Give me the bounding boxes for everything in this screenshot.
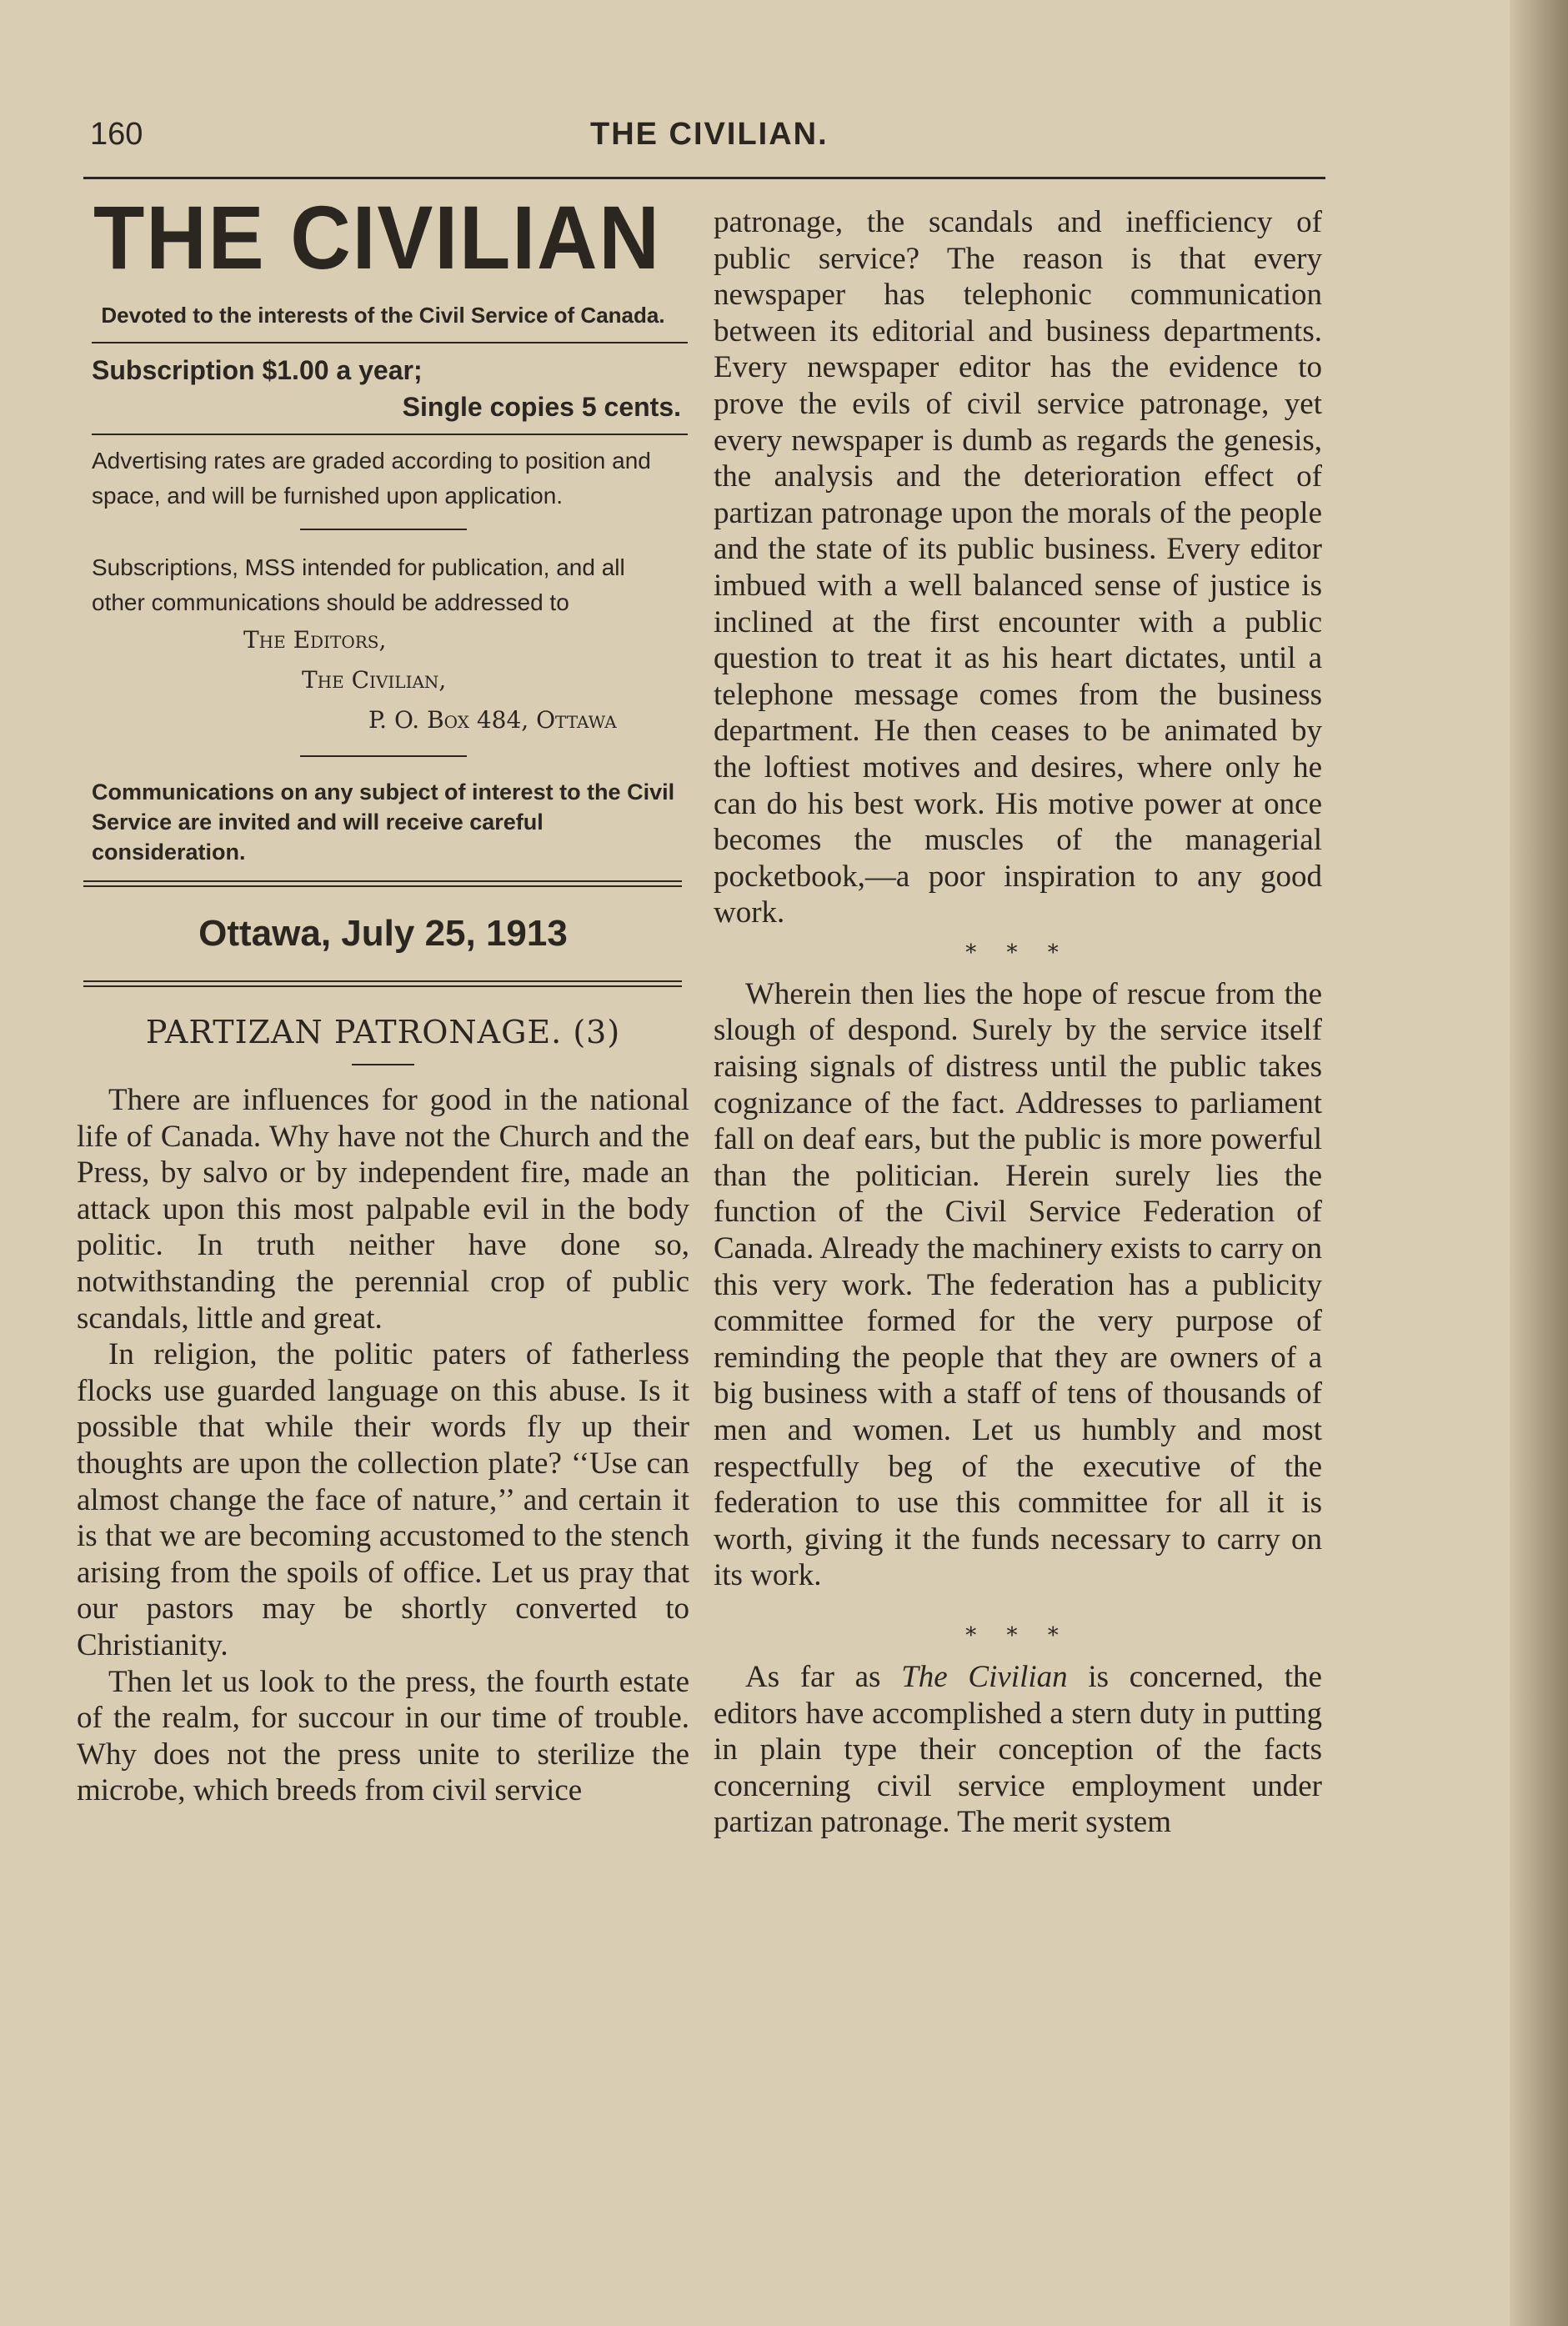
article-paragraph: There are influences for good in the national life of Canada. Why have not the Church and the Press, by salvo or by independent fire, made an attack upon this most palpable evil in the body politic. In truth neither have done so, notwithstanding the perennial crop of public scandals, little and great. — [77, 1083, 689, 1336]
left-column — [77, 187, 689, 1809]
masthead-devoted-line: Devoted to the interests of the Civil Service of Canada. — [101, 303, 665, 328]
running-title: THE CIVILIAN. — [590, 117, 829, 152]
article-title: PARTIZAN PATRONAGE. (3) — [145, 1014, 621, 1050]
divider — [92, 342, 688, 343]
communications-note: Communications on any subject of interest to the Civil Service are invited and will receive careful consideration. — [92, 780, 675, 865]
double-divider — [83, 980, 682, 987]
running-head — [90, 117, 1315, 167]
article-paragraph: Then let us look to the press, the fourth estate of the realm, for succour in our time of trouble. Why does not the press unite to sterilize the microbe, which breeds from civil service — [77, 1664, 689, 1808]
short-divider — [300, 755, 467, 757]
paragraph-rest: is concerned, the editors have accomplished a stern duty in putting in plain type their conception of the facts concerning civil service employment under partizan patronage. The merit system — [714, 1659, 1322, 1840]
header-rule — [83, 177, 1325, 179]
subscription-box — [77, 352, 689, 425]
single-copy-price: Single copies 5 cents. — [402, 392, 681, 422]
address-line-editors: The Editors, — [243, 626, 387, 654]
address-line-box: P. O. Box 484, Ottawa — [368, 706, 617, 734]
right-column — [714, 204, 1322, 1841]
article-paragraph: In religion, the politic paters of fatherless flocks use guarded language on this abuse. Is it possible that while their words fly up their thoughts are upon the collection plate? ‘‘Use can almost change the face of nature,’’ and certain it is that we are becoming accustomed to the stench arising from the spoils of office. Let us pray that our pastors may be shortly converted to Christianity. — [77, 1337, 689, 1662]
subscriptions-note: Subscriptions, MSS intended for publication, and all other communications should be addressed to — [92, 554, 625, 615]
double-divider — [83, 880, 682, 887]
paragraph-lead: As far as — [745, 1659, 902, 1694]
publication-name: The Civilian — [901, 1659, 1068, 1694]
short-divider — [300, 529, 467, 530]
article-paragraph: patronage, the scandals and inefficiency of public service? The reason is that every newspaper has telephonic communication between its editorial and business departments. Every newspaper editor has the evidence to prove the evils of civil service patronage, yet every newspaper is dumb as regards the genesis, the analysis and the deterioration effect of partizan patronage upon the morals of the people and the state of its public business. Every editor imbued with a well balanced sense of justice is inclined at the first encounter with a public question to treat it as his heart dictates, until a telephone message comes from the business department. He then ceases to be animated by the loftiest motives and desires, where only he can do his best work. His motive power at once becomes the muscles of the managerial pocketbook,—a poor inspiration to any good work. — [714, 205, 1322, 930]
advertising-note: Advertising rates are graded according to position and space, and will be furnished upon application. — [92, 448, 651, 509]
subscription-price: Subscription $1.00 a year; — [92, 355, 423, 385]
page-number: 160 — [90, 117, 143, 152]
section-stars: * * * — [965, 940, 1070, 965]
article-paragraph — [714, 1659, 1322, 1841]
address-line-civilian: The Civilian, — [302, 666, 447, 694]
page-edge-shadow — [1510, 0, 1568, 2326]
masthead-title: THE CIVILIAN — [93, 187, 661, 288]
section-stars: * * * — [965, 1622, 1070, 1648]
article-paragraph: Wherein then lies the hope of rescue from the slough of despond. Surely by the service itself raising signals of distress until the public takes cognizance of the fact. Addresses to parliament fall on deaf ears, but the public is more powerful than the politician. Herein surely lies the function of the Civil Service Federation of Canada. Already the machinery exists to carry on this very work. The federation has a publicity committee formed for the very purpose of reminding the people that they are owners of a big business with a staff of tens of thousands of men and women. Let us humbly and most respectfully beg of the executive of the federation to use this committee for all it is worth, giving it the funds necessary to carry on its work. — [714, 976, 1322, 1593]
title-rule — [352, 1064, 414, 1065]
divider — [92, 434, 688, 435]
dateline: Ottawa, July 25, 1913 — [198, 913, 568, 954]
